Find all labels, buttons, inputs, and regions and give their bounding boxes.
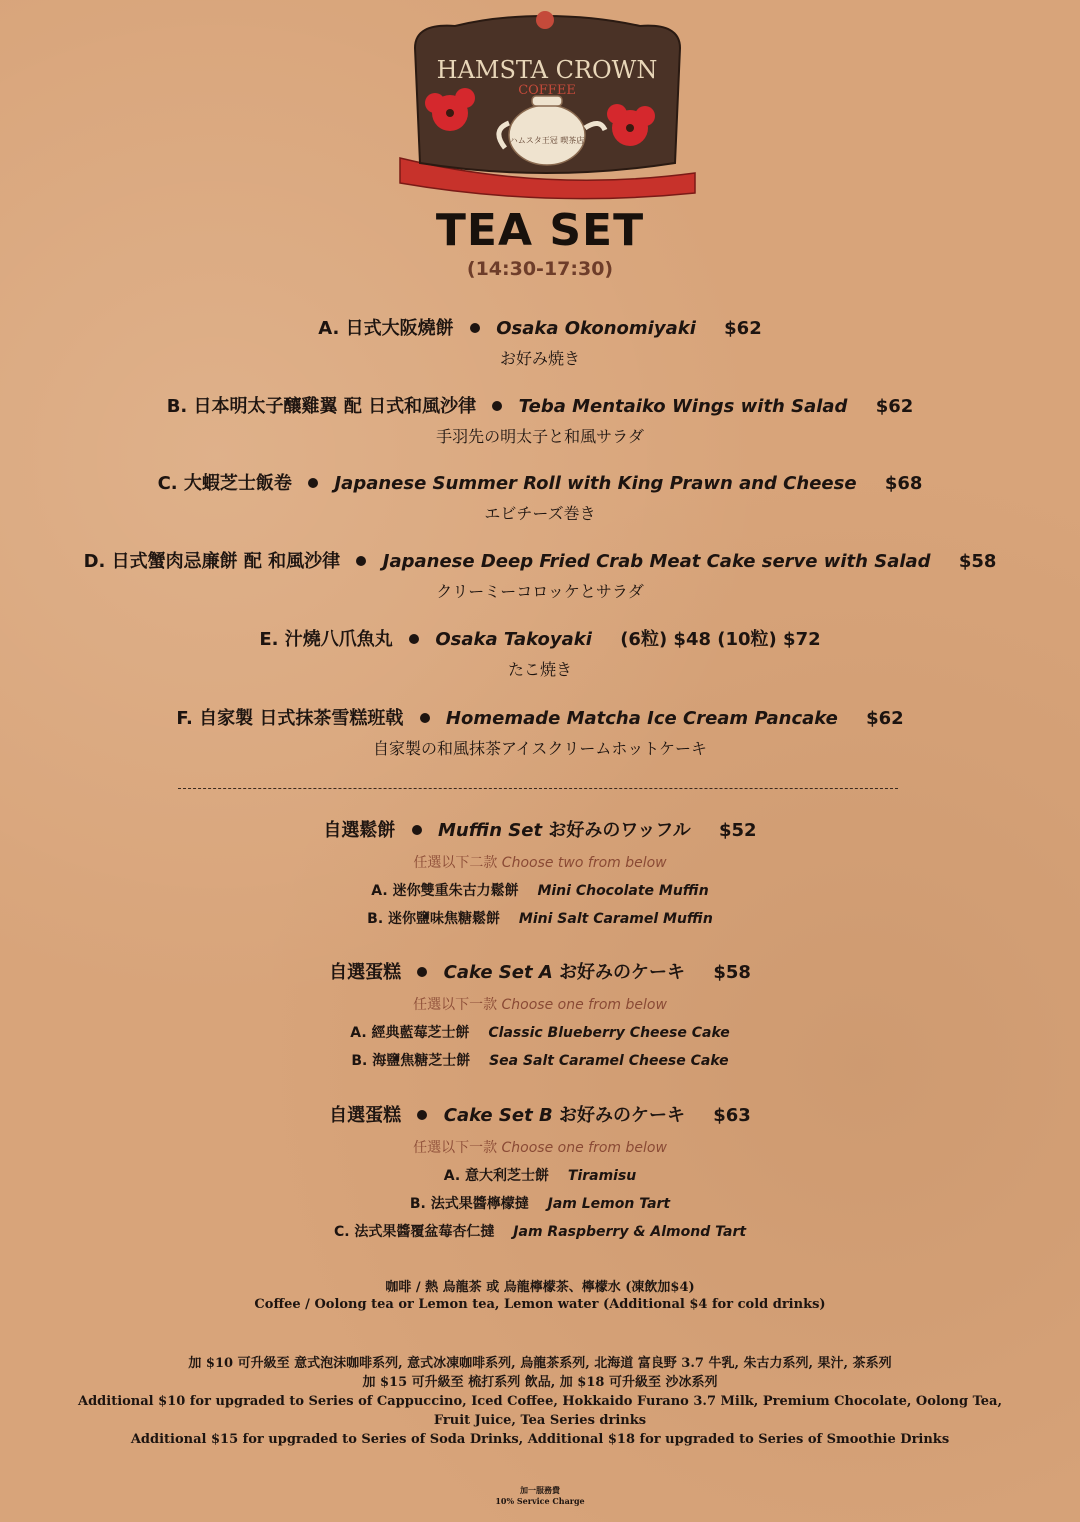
item-zh: 日式大阪燒餅 (345, 318, 454, 339)
upgrade-en-1: Additional $10 for upgraded to Series of Cappuccino, Iced Coffee, Hokkaido Furano 3.7 Milk, Premium Chocolate, Oolong Tea, (77, 1394, 1002, 1409)
cake-set-b (0, 1101, 1080, 1241)
bullet-icon (417, 1110, 427, 1120)
item-jp: お好み焼き (499, 349, 580, 368)
option-zh: 經典藍莓芝士餅 (371, 1025, 470, 1041)
drinks-en: Coffee / Oolong tea or Lemon tea, Lemon water (Additional $4 for cold drinks) (254, 1297, 826, 1312)
menu-item (0, 625, 1080, 680)
upgrade-note (60, 1354, 1020, 1449)
item-en: Teba Mentaiko Wings with Salad (518, 396, 848, 417)
drinks-zh: 咖啡 / 熱 烏龍茶 或 烏龍檸檬茶、檸檬水 (凍飲加$4) (385, 1280, 695, 1295)
item-prefix: C. (157, 473, 178, 494)
option-en: Classic Blueberry Cheese Cake (488, 1025, 730, 1041)
option-zh: 海鹽焦糖芝士餅 (372, 1053, 471, 1069)
bullet-icon (356, 556, 366, 566)
menu-item (0, 704, 1080, 759)
set-option (0, 1193, 1080, 1213)
bullet-icon (470, 323, 480, 333)
option-en: Jam Lemon Tart (547, 1196, 671, 1212)
option-prefix: C. (333, 1224, 350, 1240)
bullet-icon (492, 401, 502, 411)
item-prefix: B. (166, 396, 188, 417)
option-prefix: A. (443, 1168, 461, 1184)
option-prefix: B. (409, 1196, 426, 1212)
set-price: $63 (713, 1105, 751, 1126)
option-zh: 法式果醬覆盆莓杏仁撻 (354, 1224, 495, 1240)
item-jp: クリーミーコロッケとサラダ (436, 582, 644, 601)
bullet-icon (420, 713, 430, 723)
menu-item (0, 314, 1080, 369)
item-en: Homemade Matcha Ice Cream Pancake (445, 708, 838, 729)
set-option (0, 880, 1080, 900)
logo-badge: ハムスタ王冠 喫茶店 (509, 136, 585, 145)
bullet-icon (409, 634, 419, 644)
option-zh: 迷你雙重朱古力鬆餅 (392, 883, 519, 899)
set-zh: 自選蛋糕 (329, 1105, 402, 1126)
item-en: Japanese Deep Fried Crab Meat Cake serve with Salad (382, 551, 931, 572)
serving-hours: (14:30-17:30) (466, 258, 614, 280)
set-jp: お好みのケーキ (558, 1105, 685, 1126)
choose-en: Choose two from below (501, 855, 667, 871)
bullet-icon (412, 825, 422, 835)
set-en: Cake Set B (443, 1105, 553, 1126)
item-prefix: E. (259, 629, 279, 650)
set-en: Muffin Set (437, 820, 543, 841)
item-jp: たこ焼き (507, 660, 572, 679)
item-en: Japanese Summer Roll with King Prawn and Cheese (334, 473, 857, 494)
item-zh: 日本明太子釀雞翼 配 日式和風沙律 (193, 396, 477, 417)
muffin-set (0, 816, 1080, 928)
drinks-note (0, 1276, 1080, 1312)
set-jp: お好みのワッフル (548, 820, 691, 841)
item-price: $62 (724, 318, 762, 339)
item-zh: 自家製 日式抹茶雪糕班戟 (199, 708, 404, 729)
set-zh: 自選蛋糕 (329, 962, 402, 983)
page-title: TEA SET (435, 205, 645, 256)
item-zh: 日式蟹肉忌廉餅 配 和風沙律 (111, 551, 341, 572)
item-zh: 汁燒八爪魚丸 (284, 629, 393, 650)
item-jp: 自家製の和風抹茶アイスクリームホットケーキ (372, 739, 708, 758)
logo-sub: COFFEE (518, 83, 576, 98)
option-prefix: B. (351, 1053, 368, 1069)
cake-set-a (0, 958, 1080, 1070)
upgrade-en-2: Fruit Juice, Tea Series drinks (433, 1413, 647, 1428)
item-prefix: D. (83, 551, 106, 572)
set-zh: 自選鬆餅 (323, 820, 396, 841)
choose-zh: 任選以下一款 (413, 1140, 498, 1156)
set-option (0, 908, 1080, 928)
item-price: $58 (958, 551, 997, 572)
item-price: (6粒) $48 (10粒) $72 (620, 629, 821, 650)
item-price: $62 (866, 708, 904, 729)
choose-en: Choose one from below (501, 997, 667, 1013)
option-zh: 法式果醬檸檬撻 (430, 1196, 529, 1212)
item-en: Osaka Takoyaki (435, 629, 592, 650)
set-price: $52 (719, 820, 757, 841)
item-prefix: A. (318, 318, 340, 339)
item-jp: エビチーズ巻き (484, 504, 596, 523)
upgrade-zh-1: 加 $10 可升級至 意式泡沫咖啡系列, 意式冰凍咖啡系列, 烏龍茶系列, 北海道 富良野 3.7 牛乳, 朱古力系列, 果汁, 茶系列 (188, 1356, 892, 1371)
set-option (0, 1050, 1080, 1070)
upgrade-en-3: Additional $15 for upgraded to Series of Soda Drinks, Additional $18 for upgraded to Series of Smoothie Drinks (130, 1432, 950, 1447)
option-zh: 迷你鹽味焦糖鬆餅 (388, 911, 501, 927)
set-option (0, 1022, 1080, 1042)
service-en: 10% Service Charge (495, 1496, 585, 1506)
item-en: Osaka Okonomiyaki (496, 318, 696, 339)
upgrade-zh-2: 加 $15 可升級至 梳打系列 飲品, 加 $18 可升級至 沙冰系列 (362, 1375, 718, 1390)
option-en: Tiramisu (567, 1168, 637, 1184)
item-price: $62 (875, 396, 914, 417)
item-jp: 手羽先の明太子と和風サラダ (436, 427, 644, 446)
menu-item (0, 547, 1080, 602)
hamsta-crown-logo (395, 8, 700, 200)
item-prefix: F. (176, 708, 193, 729)
bullet-icon (308, 478, 318, 488)
set-option (0, 1221, 1080, 1241)
section-divider (178, 788, 898, 789)
bullet-icon (417, 967, 427, 977)
set-price: $58 (713, 962, 751, 983)
option-en: Mini Salt Caramel Muffin (518, 911, 713, 927)
option-prefix: A. (371, 883, 388, 899)
choose-en: Choose one from below (501, 1140, 667, 1156)
item-price: $68 (884, 473, 923, 494)
option-prefix: A. (350, 1025, 367, 1041)
set-jp: お好みのケーキ (559, 962, 686, 983)
option-en: Sea Salt Caramel Cheese Cake (489, 1053, 729, 1069)
set-option (0, 1165, 1080, 1185)
menu-item (0, 392, 1080, 447)
set-en: Cake Set A (443, 962, 553, 983)
logo-brand: HAMSTA CROWN (436, 56, 658, 84)
item-zh: 大蝦芝士飯卷 (183, 473, 292, 494)
option-prefix: B. (367, 911, 384, 927)
option-en: Jam Raspberry & Almond Tart (513, 1224, 747, 1240)
service-charge (0, 1485, 1080, 1507)
menu-item (0, 469, 1080, 524)
choose-zh: 任選以下二款 (413, 855, 498, 871)
choose-zh: 任選以下一款 (413, 997, 498, 1013)
service-zh: 加一服務費 (520, 1485, 560, 1495)
option-zh: 意大利芝士餅 (465, 1168, 550, 1184)
logo-teapot-top-icon (536, 11, 554, 29)
option-en: Mini Chocolate Muffin (537, 883, 709, 899)
